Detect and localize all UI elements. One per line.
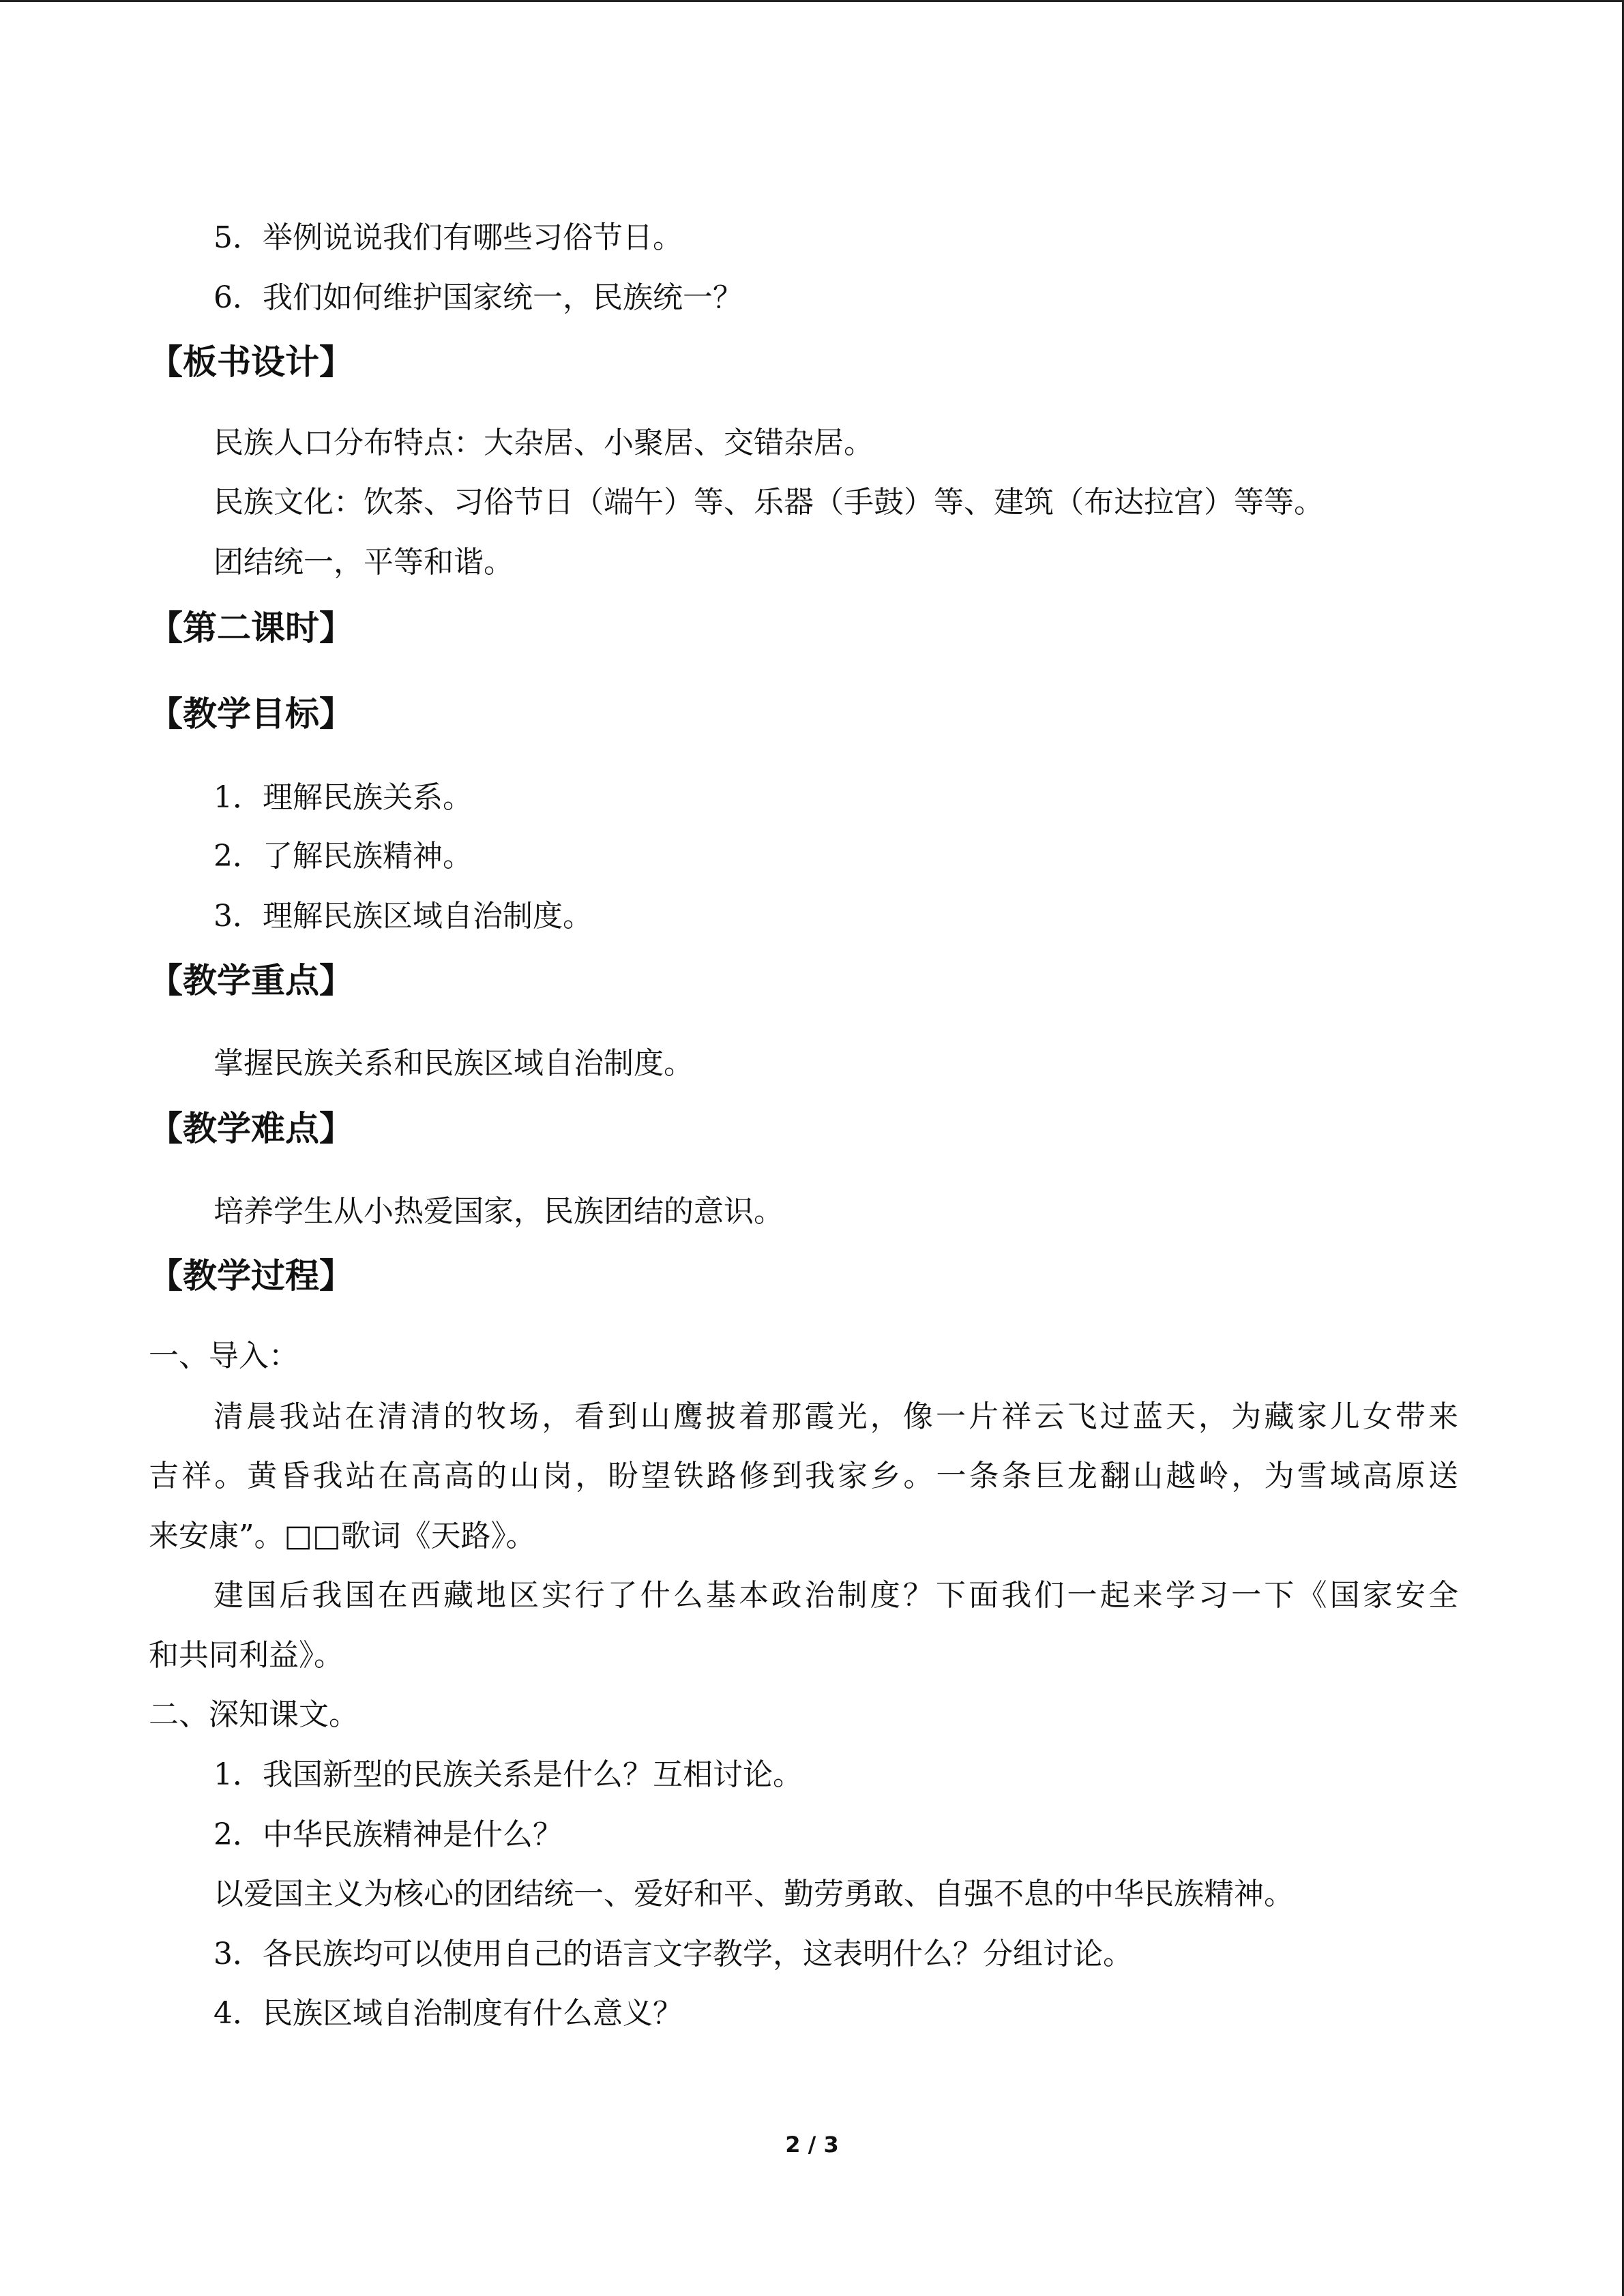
- study-item-4: 4．民族区域自治制度有什么意义？: [213, 1996, 683, 2031]
- teaching-difficulty-text: 培养学生从小热爱国家，民族团结的意识。: [213, 1194, 784, 1229]
- intro-paragraph-line-1: 清晨我站在清清的牧场，看到山鹰披着那霞光，像一片祥云飞过蓝天，为藏家儿女带来: [213, 1399, 1458, 1434]
- question-6: 6．我们如何维护国家统一，民族统一？: [213, 280, 743, 315]
- teaching-focus-text: 掌握民族关系和民族区域自治制度。: [213, 1046, 694, 1081]
- objective-3: 3．理解民族区域自治制度。: [213, 899, 593, 934]
- question-5: 5．举例说说我们有哪些习俗节日。: [213, 220, 683, 255]
- heading-second-lesson: 【第二课时】: [149, 608, 353, 648]
- intro-paragraph-line-2: 吉祥。黄昏我站在高高的山岗，盼望铁路修到我家乡。一条条巨龙翻山越岭，为雪域高原送: [149, 1459, 1458, 1493]
- page-number: 2 / 3: [785, 2132, 839, 2158]
- study-item-3: 3．各民族均可以使用自己的语言文字教学，这表明什么？分组讨论。: [213, 1937, 1133, 1971]
- study-item-1: 1．我国新型的民族关系是什么？互相讨论。: [213, 1757, 803, 1792]
- heading-teaching-process: 【教学过程】: [149, 1256, 353, 1296]
- board-unity: 团结统一，平等和谐。: [213, 545, 514, 580]
- objective-2: 2．了解民族精神。: [213, 839, 473, 874]
- heading-teaching-objectives: 【教学目标】: [149, 694, 353, 734]
- intro-paragraph-line-3: 来安康”。□□歌词《天路》。: [149, 1519, 536, 1553]
- objective-1: 1．理解民族关系。: [213, 780, 473, 815]
- intro-question-line-2: 和共同利益》。: [149, 1638, 344, 1673]
- section-study-text: 二、深知课文。: [149, 1697, 359, 1732]
- section-introduction: 一、导入：: [149, 1339, 299, 1373]
- heading-teaching-focus: 【教学重点】: [149, 961, 353, 1000]
- study-item-2: 2．中华民族精神是什么？: [213, 1817, 563, 1852]
- heading-teaching-difficulty: 【教学难点】: [149, 1109, 353, 1148]
- board-ethnic-culture: 民族文化：饮茶、习俗节日（端午）等、乐器（手鼓）等、建筑（布达拉宫）等等。: [213, 485, 1324, 520]
- board-population-distribution: 民族人口分布特点：大杂居、小聚居、交错杂居。: [213, 426, 874, 460]
- intro-question-line-1: 建国后我国在西藏地区实行了什么基本政治制度？下面我们一起来学习一下《国家安全: [213, 1578, 1458, 1613]
- heading-board-design: 【板书设计】: [149, 342, 353, 382]
- study-item-2-answer: 以爱国主义为核心的团结统一、爱好和平、勤劳勇敢、自强不息的中华民族精神。: [213, 1877, 1294, 1911]
